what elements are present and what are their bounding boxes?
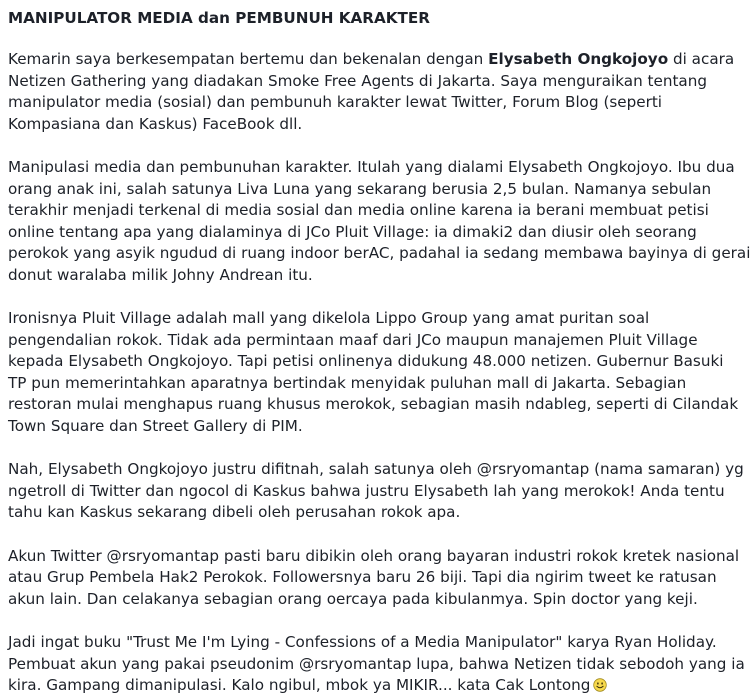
text-line (8, 92, 680, 114)
text-run: Nah, Elysabeth Ongkojoyo justru difitnah, salah satunya oleh @rsryomantap (nama samaran) yg (8, 460, 744, 478)
text-run: tahu kan Kaskus sekarang dibeli oleh perusahan rokok apa. (8, 503, 461, 521)
paragraph-gap (8, 610, 680, 632)
text-line (8, 222, 697, 244)
text-line (8, 200, 709, 222)
text-run: Kemarin saya berkesempatan bertemu dan bekenalan dengan (8, 50, 489, 68)
text-line (8, 416, 680, 438)
text-line (8, 351, 724, 373)
text-line (8, 157, 735, 179)
text-run: ngetroll di Twitter dan ngocol di Kaskus bahwa justru Elysabeth lah yang merokok! Anda tentu (8, 481, 725, 500)
text-line (8, 502, 680, 524)
text-run: atau Grup Pembela Hak2 Perokok. Followersnya baru 26 biji. Tapi dia ngirim tweet ke ratusan (8, 568, 717, 586)
paragraph (8, 459, 744, 524)
text-run: akun lain. Dan celakanya sebagian orang oercaya pada kibulanmya. Spin doctor yang keji. (8, 589, 698, 608)
text-run: Kompasiana dan Kaskus) FaceBook dll. (8, 114, 303, 133)
text-run: online tentang apa yang dialaminya di JCo Pluit Village: ia dimaki2 dan diusir oleh seorang (8, 222, 697, 241)
paragraph (8, 632, 745, 697)
paragraph-gap (8, 437, 680, 459)
text-line (8, 632, 717, 654)
paragraph-gap (8, 135, 680, 157)
text-line (8, 243, 750, 265)
text-run: Akun Twitter @rsryomantap pasti baru dibikin oleh orang bayaran industri rokok kretek nasional (8, 546, 740, 565)
text-line (8, 265, 680, 287)
text-run: kepada Elysabeth Ongkojoyo. Tapi petisi onlinenya didukung 48.000 netizen. Gubernur Basuki (8, 352, 724, 370)
text-line (8, 373, 687, 395)
paragraph-gap (8, 286, 680, 308)
document-body (8, 49, 750, 697)
text-run: Manipulasi media dan pembunuhan karakter. Itulah yang dialami Elysabeth Ongkojoyo. Ibu dua (8, 158, 735, 176)
highlighted-name: Elysabeth Ongkojoyo (488, 50, 669, 68)
paragraph (8, 49, 735, 135)
document-title: MANIPULATOR MEDIA dan PEMBUNUH KARAKTER (8, 9, 430, 27)
text-line (8, 71, 707, 93)
text-line (8, 308, 680, 330)
text-run: restoran mulai menghapus ruang khusus merokok, sebagian masih ndableg, seperti di Cilandak (8, 395, 739, 413)
text-line (8, 179, 712, 201)
text-line (8, 675, 680, 697)
text-run: orang anak ini, salah satunya Liva Luna yang sekarang berusia 2,5 bulan. Namanya sebulan (8, 179, 712, 198)
text-run: perokok yang asyik ngudud di ruang indoor berAC, padahal ia sedang membawa bayinya di gerai (8, 244, 750, 262)
text-run: Town Square dan Street Gallery di PIM. (8, 416, 303, 435)
smile-emoji-icon (593, 677, 607, 691)
paragraph (8, 308, 739, 437)
text-run: Pembuat akun yang pakai pseudonim @rsryomantap lupa, bahwa Netizen tidak sebodoh yang ia (8, 654, 745, 673)
text-run: Netizen Gathering yang diadakan Smoke Free Agents di Jakarta. Saya menguraikan tentang (8, 71, 707, 90)
text-run: di acara (668, 50, 735, 68)
paragraph-gap (8, 524, 680, 546)
text-line (8, 589, 698, 611)
text-run: TP pun memerintahkan aparatnya bertindak menyidak puluhan mall di Jakarta. Sebagian (8, 373, 687, 392)
text-line (8, 49, 735, 71)
text-line (8, 546, 740, 568)
text-run: manipulator media (sosial) dan pembunuh karakter lewat Twitter, Forum Blog (seperti (8, 93, 663, 111)
text-run: Jadi ingat buku "Trust Me I'm Lying - Confessions of a Media Manipulator" karya Ryan Holiday. (8, 633, 717, 651)
text-line (8, 459, 744, 481)
text-run: donut waralaba milik Johny Andrean itu. (8, 265, 313, 284)
text-run: Ironisnya Pluit Village adalah mall yang dikelola Lippo Group yang amat puritan soal (8, 309, 650, 327)
spacer (8, 28, 680, 49)
text-line (8, 394, 739, 416)
text-run: kira. Gampang dimanipulasi. Kalo ngibul, mbok ya MIKIR... kata Cak Lontong (8, 676, 591, 694)
text-line (8, 567, 717, 589)
text-line (8, 654, 745, 676)
text-run: terakhir menjadi terkenal di media sosial dan media online karena ia berani membuat petisi (8, 201, 709, 219)
text-line (8, 114, 680, 136)
text-line (8, 481, 725, 503)
paragraph (8, 546, 740, 611)
text-line (8, 330, 698, 352)
text-run: pengendalian rokok. Tidak ada permintaan maaf dari JCo maupun manajemen Pluit Village (8, 330, 698, 349)
paragraph (8, 157, 750, 286)
